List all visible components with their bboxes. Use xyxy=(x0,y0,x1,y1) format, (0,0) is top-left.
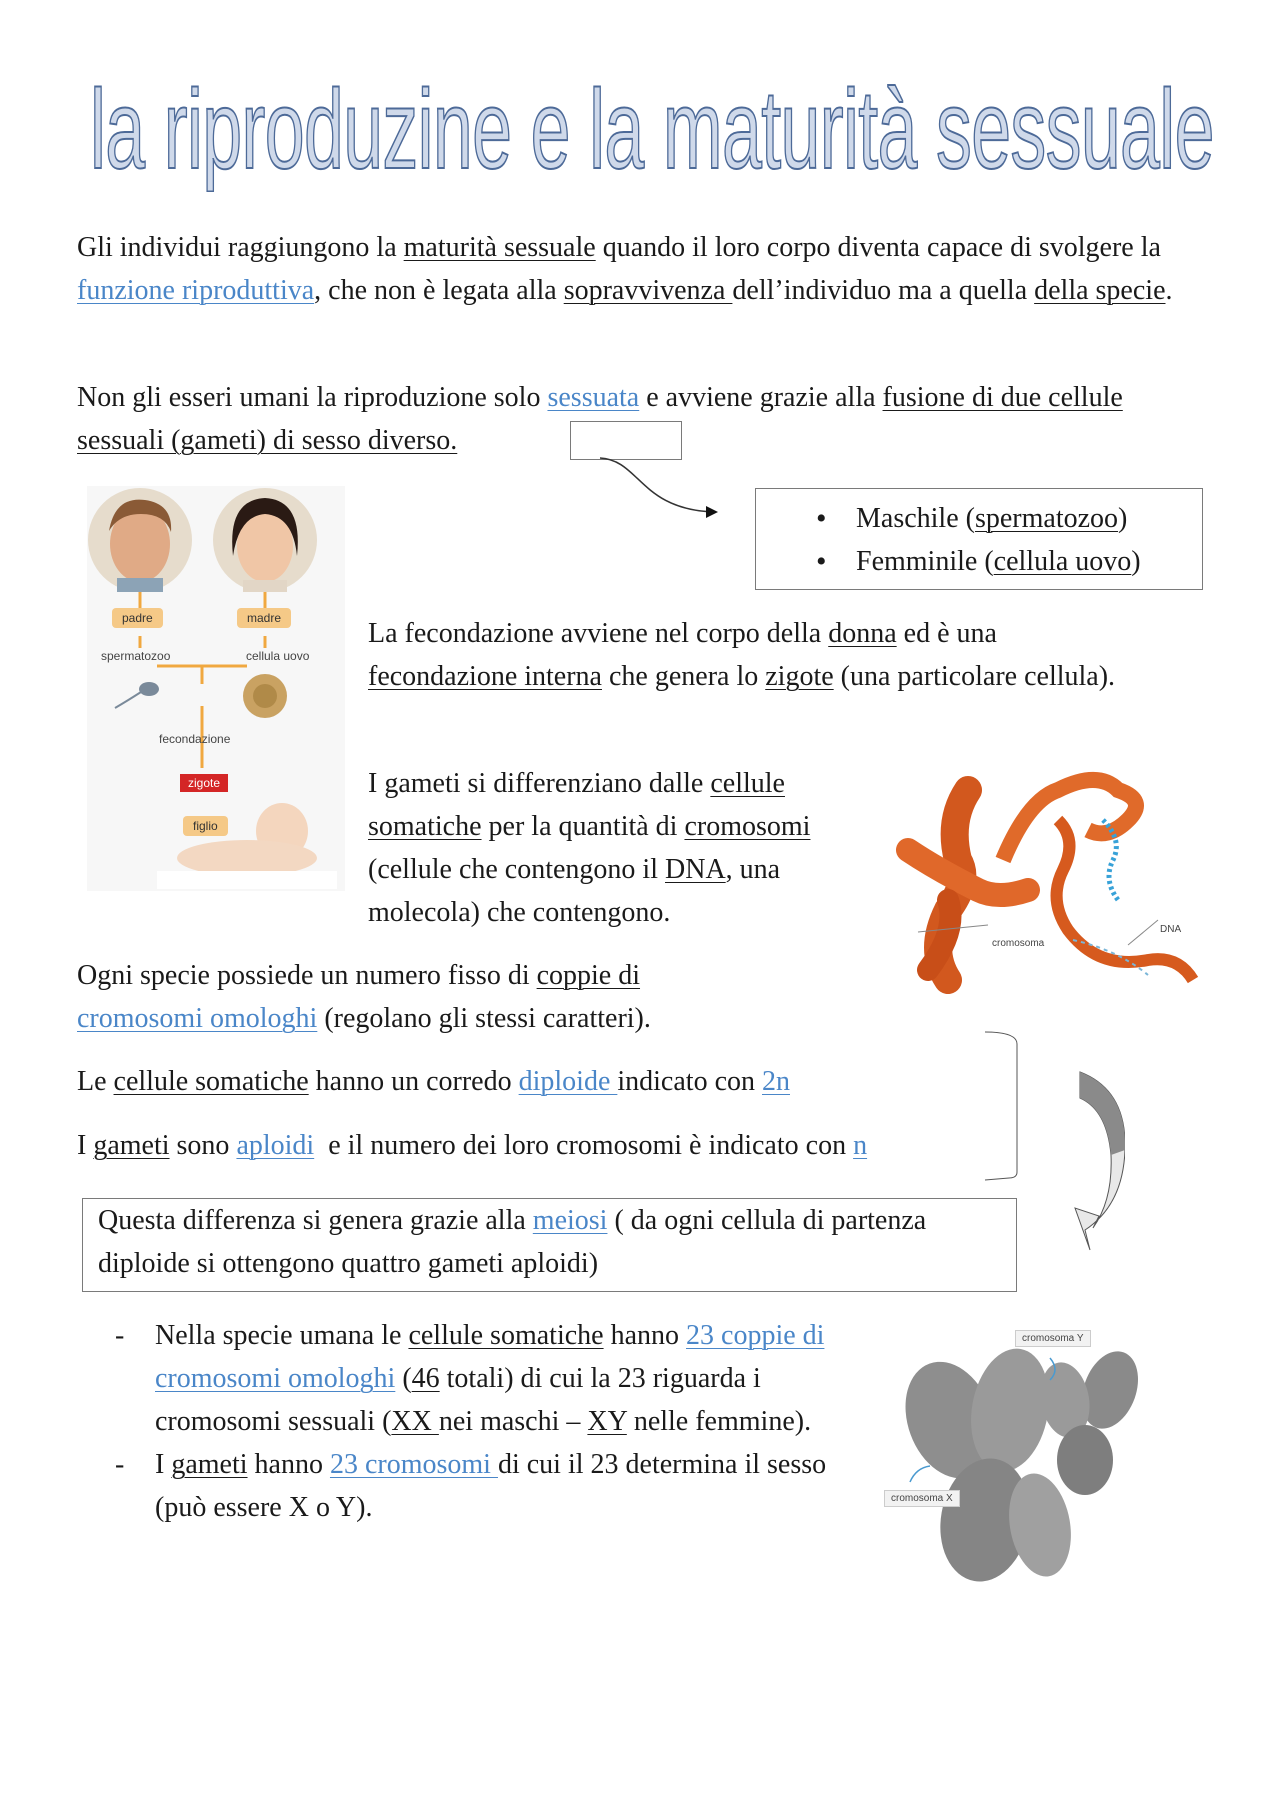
text: che genera lo xyxy=(601,661,766,692)
text: Femminile ( xyxy=(856,546,994,577)
text: (regolano gli stessi caratteri). xyxy=(317,1003,651,1034)
text: hanno un corredo xyxy=(308,1066,519,1097)
link-cromosomi-omologhi[interactable]: cromosomi omologhi xyxy=(77,1003,318,1034)
text: . xyxy=(1165,275,1173,306)
underlined-term: coppie di xyxy=(536,960,641,991)
underlined-term: della specie xyxy=(1034,275,1166,306)
text: I gameti si differenziano dalle xyxy=(368,768,711,799)
text: La fecondazione avviene nel corpo della xyxy=(368,618,829,649)
human-chromosome-list xyxy=(77,1314,867,1529)
diagram-label-figlio: figlio xyxy=(183,816,228,836)
gametes-box xyxy=(755,488,1203,590)
figure-label-dna: DNA xyxy=(1160,924,1182,935)
figure-label-cromosoma-y: cromosoma Y xyxy=(1015,1330,1091,1347)
text: nelle femmine). xyxy=(626,1406,812,1437)
paragraph-fertilization xyxy=(368,612,1148,698)
text: (una particolare cellula). xyxy=(833,661,1116,692)
underlined-term: 46 xyxy=(411,1363,440,1394)
underlined-term: XY xyxy=(587,1406,627,1437)
underlined-term: maturità sessuale xyxy=(403,232,596,263)
text: Le xyxy=(77,1066,114,1097)
fertilization-diagram xyxy=(87,486,345,891)
link-2n[interactable]: 2n xyxy=(762,1066,790,1097)
link-23-coppie[interactable]: 23 coppie di cromosomi omologhi xyxy=(155,1320,825,1394)
text: ed è una xyxy=(896,618,997,649)
xy-chromosome-icon xyxy=(880,1320,1160,1595)
text: nei maschi – xyxy=(438,1406,588,1437)
underlined-term: XX xyxy=(391,1406,439,1437)
text: I xyxy=(155,1449,172,1480)
text: e avviene grazie alla xyxy=(639,382,883,413)
link-funzione-riproduttiva[interactable]: funzione riproduttiva xyxy=(77,275,315,306)
list-item xyxy=(806,540,1202,583)
underlined-term: cellule somatiche xyxy=(368,768,785,842)
underlined-term: cromosomi xyxy=(684,811,811,842)
meiosi-box xyxy=(82,1198,1017,1292)
list-item xyxy=(806,497,1202,540)
underlined-term: sopravvivenza xyxy=(563,275,733,306)
list-item xyxy=(77,1314,867,1443)
underlined-term: cellula uovo xyxy=(993,546,1132,577)
diagram-label-padre: padre xyxy=(112,608,163,628)
underlined-term: gameti xyxy=(171,1449,248,1480)
paragraph-gametes-difference xyxy=(368,762,878,934)
diagram-label-zigote: zigote xyxy=(180,774,228,792)
text: , una molecola) che contengono. xyxy=(368,854,781,928)
text: Questa differenza si genera grazie alla xyxy=(98,1205,533,1236)
link-23-cromosomi[interactable]: 23 cromosomi xyxy=(329,1449,498,1480)
underlined-term: zigote xyxy=(765,661,834,692)
text: (cellule che contengono il xyxy=(368,854,665,885)
text: sono xyxy=(169,1130,237,1161)
figure-label-cromosoma-x: cromosoma X xyxy=(884,1490,960,1507)
underlined-term: fecondazione interna xyxy=(368,661,602,692)
diagram-label-spermatozoo: spermatozoo xyxy=(101,649,171,663)
figure-label-cromosoma: cromosoma xyxy=(992,938,1045,949)
text: per la quantità di xyxy=(481,811,685,842)
text: di cui il 23 determina il sesso (può essere X o Y). xyxy=(155,1449,827,1523)
link-n[interactable]: n xyxy=(853,1130,868,1161)
text: , che non è legata alla xyxy=(314,275,564,306)
text: indicato con xyxy=(617,1066,762,1097)
underlined-term: cellule somatiche xyxy=(408,1320,604,1351)
dna-chromosome-figure xyxy=(888,760,1206,1000)
diagram-label-fecondazione: fecondazione xyxy=(159,732,231,746)
underlined-term: donna xyxy=(828,618,897,649)
xy-chromosome-figure xyxy=(880,1320,1160,1595)
curved-arrow-icon xyxy=(560,440,730,520)
underlined-term: cellule somatiche xyxy=(113,1066,309,1097)
text: e il numero dei loro cromosomi è indicato con xyxy=(314,1130,854,1161)
text: Maschile ( xyxy=(856,503,975,534)
link-meiosi[interactable]: meiosi xyxy=(532,1205,608,1236)
diagram-label-cellula-uovo: cellula uovo xyxy=(246,649,310,663)
text: Ogni specie possiede un numero fisso di xyxy=(77,960,537,991)
text: Gli individui raggiungono la xyxy=(77,232,404,263)
underlined-term: DNA xyxy=(665,854,726,885)
text: Nella specie umana le xyxy=(155,1320,409,1351)
paragraph-homologous xyxy=(77,954,797,1040)
text: Non gli esseri umani la riproduzione solo xyxy=(77,382,548,413)
paragraph-diploid xyxy=(77,1060,977,1103)
text: quando il loro corpo diventa capace di svolgere la xyxy=(595,232,1161,263)
text: ( xyxy=(395,1363,412,1394)
text: ) xyxy=(1118,503,1128,534)
list-item xyxy=(77,1443,867,1529)
text: ) xyxy=(1131,546,1141,577)
underlined-term: spermatozoo xyxy=(974,503,1119,534)
chromosome-dna-icon xyxy=(888,760,1206,1000)
link-sessuata[interactable]: sessuata xyxy=(547,382,640,413)
diagram-label-madre: madre xyxy=(237,608,291,628)
link-diploide[interactable]: diploide xyxy=(518,1066,618,1097)
underlined-term: gameti xyxy=(93,1130,170,1161)
text: totali) di cui la 23 riguarda i cromosomi sessuali ( xyxy=(155,1363,761,1437)
text: dell’individuo ma a quella xyxy=(732,275,1035,306)
text: I xyxy=(77,1130,94,1161)
text: hanno xyxy=(603,1320,687,1351)
paragraph-haploid xyxy=(77,1124,1037,1167)
text: hanno xyxy=(247,1449,330,1480)
page-title: la riproduzine e la maturità sessuale xyxy=(90,67,1214,192)
underlined-term: fusione di due cellule sessuali (gameti) di sesso diverso. xyxy=(77,382,1123,456)
text: ( da ogni cellula di partenza diploide si ottengono quattro gameti aploidi) xyxy=(98,1205,927,1279)
link-aploidi[interactable]: aploidi xyxy=(236,1130,315,1161)
paragraph-maturity xyxy=(77,226,1197,312)
